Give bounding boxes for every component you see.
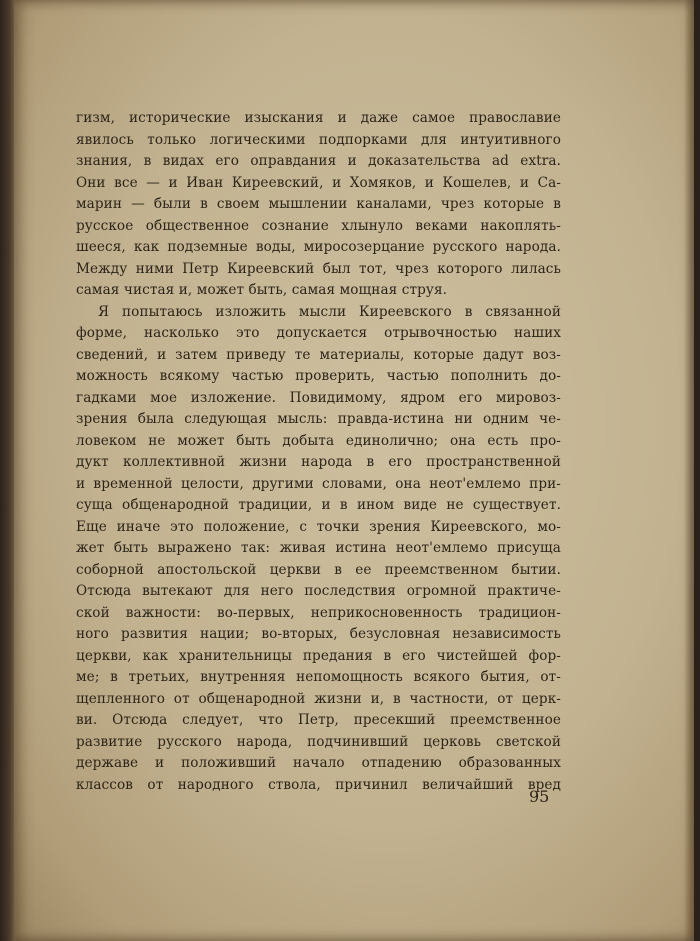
text-line: соборной апостольской церкви в ее преемственном бытии.	[76, 561, 561, 578]
text-line: Еще иначе это положение, с точки зрения Киреевского, мо-	[76, 518, 561, 535]
text-line: ме; в третьих, внутренняя непомощность всякого бытия, от-	[76, 669, 561, 685]
text-line: форме, насколько это допускается отрывочностью наших	[76, 325, 561, 341]
text-line: державе и положивший начало отпадению образованных	[76, 755, 561, 771]
text-line: гизм, исторические изыскания и даже самое православие	[76, 110, 561, 126]
text-line: суща общенародной традиции, и в ином виде не существует.	[76, 497, 561, 513]
text-line: гадками мое изложение. Повидимому, ядром его мировоз-	[76, 389, 561, 406]
text-line: развитие русского народа, подчинивший церковь светской	[76, 733, 561, 750]
book-page	[14, 0, 694, 941]
text-line: ного развития нации; во-вторых, безусловная независимость	[76, 626, 561, 642]
text-line: ской важности: во-первых, неприкосновенность традицион-	[76, 604, 561, 621]
page-number: 95	[529, 787, 550, 806]
text-line: русское общественное сознание хлынуло веками накоплять-	[76, 217, 561, 234]
text-line: ловеком не может быть добыта единолично; она есть про-	[76, 432, 561, 449]
page-body-text	[76, 108, 561, 796]
text-line: Между ними Петр Киреевский был тот, чрез которого лилась	[76, 260, 561, 277]
text-line: знания, в видах его оправдания и доказательства ad extra.	[76, 153, 561, 169]
text-line: Они все — и Иван Киреевский, и Хомяков, и Кошелев, и Са-	[76, 174, 561, 191]
text-line: и временной целости, другими словами, она неот'емлемо при-	[76, 475, 561, 492]
text-line: церкви, как хранительницы предания в его чистейшей фор-	[76, 647, 561, 664]
text-line: дукт коллективной жизни народа в его пространственной	[76, 454, 561, 470]
text-line: можность всякому частью проверить, частью пополнить до-	[76, 368, 561, 384]
text-line: классов от народного ствола, причинил величайший вред	[76, 776, 561, 793]
text-line: щепленного от общенародной жизни и, в частности, от церк-	[76, 690, 561, 707]
text-line: марин — были в своем мышлении каналами, чрез которые в	[76, 196, 561, 212]
text-line: Я попытаюсь изложить мысли Киреевского в связанной	[98, 303, 561, 320]
text-line: явилось только логическими подпорками для интуитивного	[76, 131, 561, 148]
text-line: Отсюда вытекают для него последствия огромной практиче-	[76, 583, 561, 599]
text-line: самая чистая и, может быть, самая мощная струя.	[76, 282, 448, 298]
text-line: сведений, и затем приведу те материалы, которые дадут воз-	[76, 346, 561, 363]
text-line: ви. Отсюда следует, что Петр, пресекший преемственное	[76, 712, 561, 728]
text-line: жет быть выражено так: живая истина неот'емлемо присуща	[76, 540, 561, 556]
text-line: шееся, как подземные воды, миросозерцание русского народа.	[76, 239, 561, 255]
text-line: зрения была следующая мысль: правда-истина ни одним че-	[76, 411, 561, 427]
